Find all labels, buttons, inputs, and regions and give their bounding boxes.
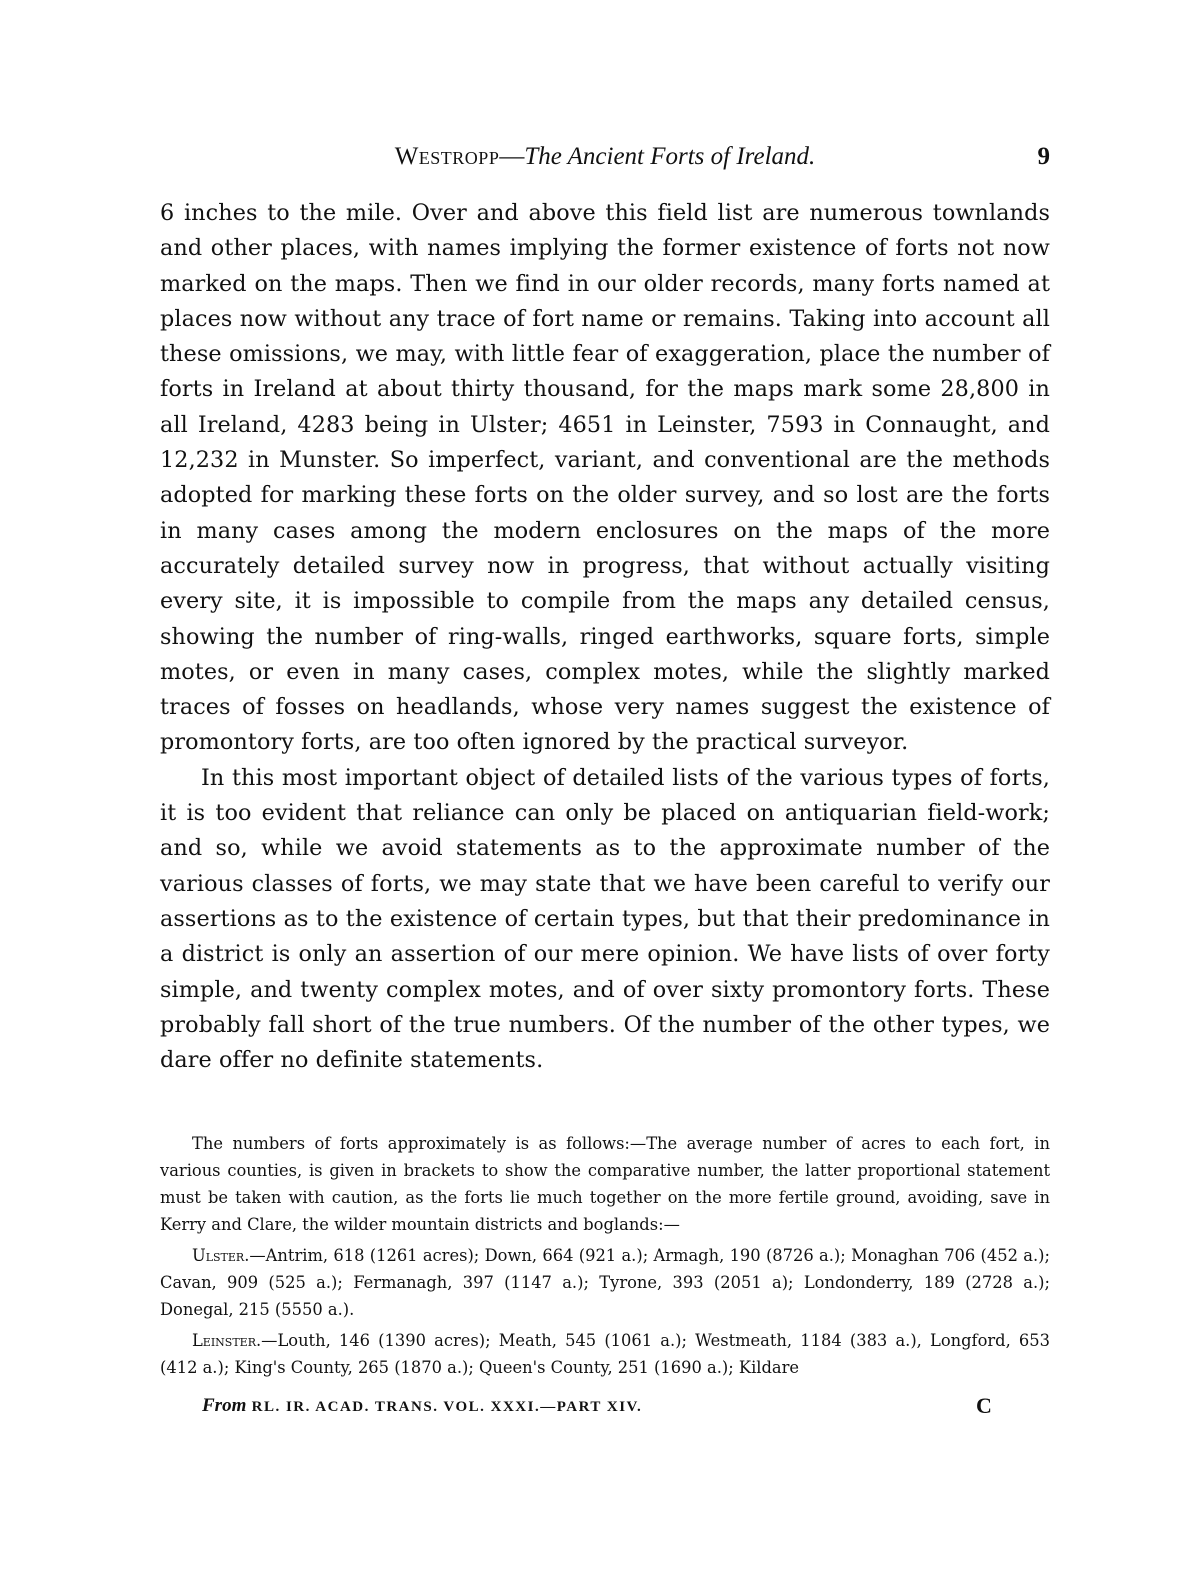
running-header xyxy=(160,143,1050,183)
header-author: Westropp xyxy=(394,143,500,170)
footnote-ulster xyxy=(160,1242,1050,1323)
leinster-text: —Louth, 146 (1390 acres); Meath, 545 (1061 a.); Westmeath, 1184 (383 a.), Longford, 653 (412 a.); King's County, 265 (1870 a.); Queen's County, 251 (1690 a.); Kildare xyxy=(160,1331,1050,1377)
footer-from: From xyxy=(202,1395,247,1416)
footnote-leinster xyxy=(160,1327,1050,1381)
paragraph-1: 6 inches to the mile. Over and above this field list are numerous townlands and other places, with names implying the former existence of forts not now marked on the maps. Then we find in our older records, many forts named at places now without any trace of fort name or remains. Taking into account all these omissions, we may, with little fear of exaggeration, place the number of forts in Ireland at about thirty thousand, for the maps mark some 28,800 in all Ireland, 4283 being in Ulster; 4651 in Leinster, 7593 in Connaught, and 12,232 in Munster. So imperfect, variant, and conventional are the methods adopted for marking these forts on the older survey, and so lost are the forts in many cases among the modern enclosures on the maps of the more accurately detailed survey now in progress, that without actually visiting every site, it is impossible to compile from the maps any detailed census, showing the number of ring-walls, ringed earthworks, square forts, simple motes, or even in many cases, complex motes, while the slightly marked traces of fosses on headlands, whose very names suggest the existence of promontory forts, are too often ignored by the practical surveyor. xyxy=(160,200,1050,756)
printer-signature: C xyxy=(976,1393,992,1418)
footer-source-text: RL. IR. ACAD. TRANS. VOL. XXXI.—PART XIV. xyxy=(251,1399,643,1415)
page-number: 9 xyxy=(1037,143,1050,170)
ulster-label: Ulster. xyxy=(192,1246,250,1265)
header-article-title: The Ancient Forts of Ireland. xyxy=(524,143,816,170)
page-footer xyxy=(160,1395,1050,1425)
header-separator: — xyxy=(499,143,525,170)
footnote-intro: The numbers of forts approximately is as follows:—The average number of acres to each fort, in various counties, is given in brackets to show the comparative number, the latter proportional statement must be taken with caution, as the forts lie much together on the more fertile ground, avoiding, save in Kerry and Clare, the wilder mountain districts and boglands:— xyxy=(160,1134,1050,1234)
main-text xyxy=(160,196,1050,1078)
header-title xyxy=(160,143,1050,171)
paragraph-2: In this most important object of detailed lists of the various types of forts, it is too evident that reliance can only be placed on antiquarian field-work; and so, while we avoid statements as to the approximate number of the various classes of forts, we may state that we have been careful to verify our assertions as to the existence of certain types, but that their predominance in a district is only an assertion of our mere opinion. We have lists of over forty simple, and twenty complex motes, and of over sixty promontory forts. These probably fall short of the true numbers. Of the number of the other types, we dare offer no definite statements. xyxy=(160,764,1050,1074)
ulster-text: —Antrim, 618 (1261 acres); Down, 664 (921 a.); Armagh, 190 (8726 a.); Monaghan 706 (452 a.); Cavan, 909 (525 a.); Fermanagh, 397 (1147 a.); Tyrone, 393 (2051 a); Londonderry, 189 (2728 a.); Donegal, 215 (5550 a.). xyxy=(160,1246,1050,1319)
footnote-block xyxy=(160,1130,1050,1385)
leinster-label: Leinster. xyxy=(192,1331,262,1350)
footer-source xyxy=(202,1395,642,1417)
